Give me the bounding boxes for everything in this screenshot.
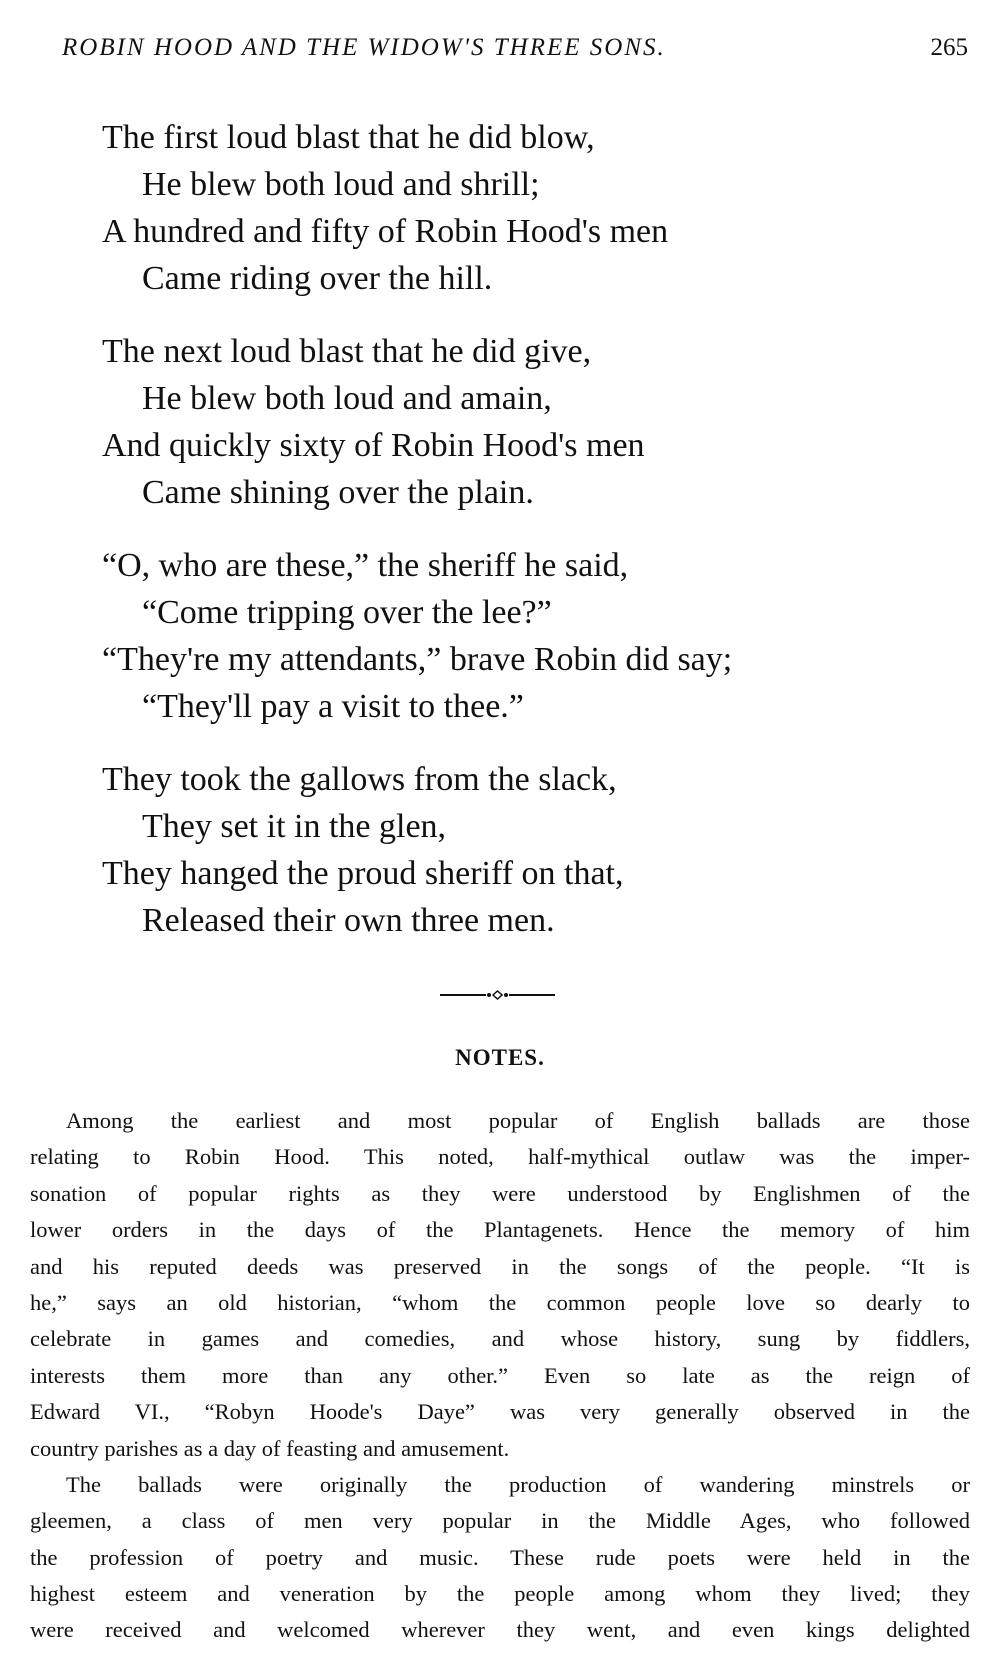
poem-line: And quickly sixty of Robin Hood's men bbox=[102, 427, 645, 464]
notes-line: Edward VI., “Robyn Hoode's Daye” was very generally observed in the bbox=[30, 1399, 970, 1425]
stanza bbox=[102, 114, 962, 302]
poem-line: The next loud blast that he did give, bbox=[102, 333, 592, 370]
notes-heading: NOTES. bbox=[455, 1045, 545, 1070]
notes-line: the profession of poetry and music. These rude poets were held in the bbox=[30, 1544, 970, 1570]
poem-line: “O, who are these,” the sheriff he said, bbox=[102, 547, 629, 584]
poem-line: Came shining over the plain. bbox=[142, 474, 534, 511]
poem-line: Released their own three men. bbox=[142, 902, 555, 939]
running-header bbox=[62, 34, 968, 68]
ornament-divider bbox=[440, 990, 555, 1000]
poem-line: He blew both loud and amain, bbox=[142, 380, 552, 417]
poem-line: He blew both loud and shrill; bbox=[142, 166, 540, 203]
notes-line: relating to Robin Hood. This noted, half-mythical outlaw was the imper- bbox=[30, 1144, 970, 1170]
page-number: 265 bbox=[930, 34, 968, 61]
poem-line: They hanged the proud sheriff on that, bbox=[102, 855, 624, 892]
poem bbox=[102, 114, 962, 970]
notes-line: The ballads were originally the production of wandering minstrels or bbox=[66, 1471, 970, 1497]
notes-line: sonation of popular rights as they were understood by Englishmen of the bbox=[30, 1180, 970, 1206]
stanza bbox=[102, 756, 962, 944]
notes-line: country parishes as a day of feasting and amusement. bbox=[30, 1435, 510, 1461]
poem-line: They took the gallows from the slack, bbox=[102, 761, 617, 798]
notes-line: lower orders in the days of the Plantagenets. Hence the memory of him bbox=[30, 1217, 970, 1243]
poem-line: “Come tripping over the lee?” bbox=[142, 594, 552, 631]
poem-line: Came riding over the hill. bbox=[142, 260, 493, 297]
notes-line: Among the earliest and most popular of English ballads are those bbox=[66, 1108, 970, 1133]
poem-line: “They're my attendants,” brave Robin did say; bbox=[102, 641, 733, 678]
notes-line: were received and welcomed wherever they went, and even kings delighted bbox=[30, 1617, 970, 1643]
notes-line: interests them more than any other.” Even so late as the reign of bbox=[30, 1362, 970, 1388]
notes-line: and his reputed deeds was preserved in the songs of the people. “It is bbox=[30, 1253, 970, 1279]
poem-line: A hundred and fifty of Robin Hood's men bbox=[102, 213, 669, 250]
notes-line: highest esteem and veneration by the people among whom they lived; they bbox=[30, 1581, 970, 1607]
notes-line: gleemen, a class of men very popular in the Middle Ages, who followed bbox=[30, 1508, 970, 1534]
poem-line: They set it in the glen, bbox=[142, 808, 447, 845]
notes-line: he,” says an old historian, “whom the common people love so dearly to bbox=[30, 1289, 970, 1315]
notes-body bbox=[30, 1103, 970, 1649]
poem-line: The first loud blast that he did blow, bbox=[102, 119, 595, 156]
stanza bbox=[102, 542, 962, 730]
stanza bbox=[102, 328, 962, 516]
notes-line: celebrate in games and comedies, and whose history, sung by fiddlers, bbox=[30, 1326, 970, 1352]
running-title: ROBIN HOOD AND THE WIDOW'S THREE SONS. bbox=[62, 34, 666, 61]
poem-line: “They'll pay a visit to thee.” bbox=[142, 688, 524, 725]
